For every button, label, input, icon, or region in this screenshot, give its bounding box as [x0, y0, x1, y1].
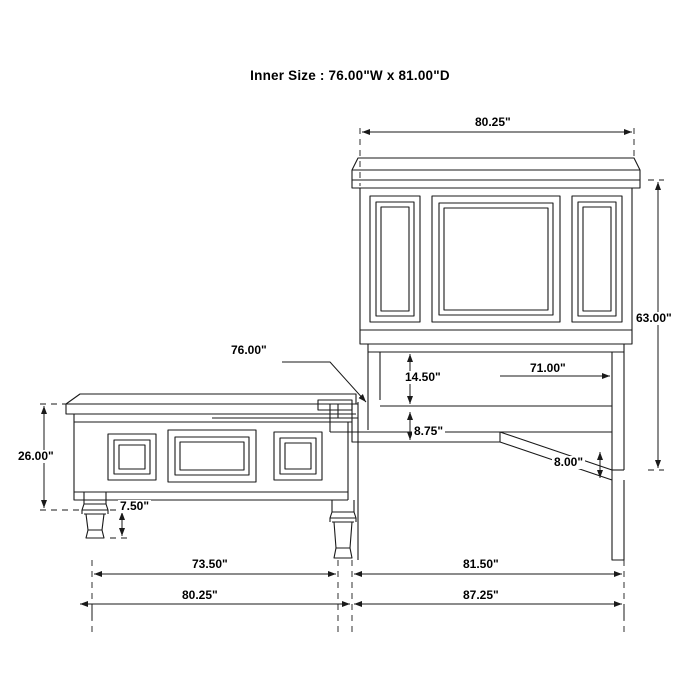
headboard-crown	[352, 158, 640, 188]
headboard-center-panel	[432, 196, 560, 322]
footboard-left-post	[82, 492, 108, 538]
dim-slat-height: 8.75"	[414, 424, 444, 438]
page-title: Inner Size : 76.00"W x 81.00"D	[250, 68, 450, 83]
dimension-lines	[44, 132, 658, 620]
dim-foot-post-height: 7.50"	[120, 499, 150, 513]
headboard-right-panel	[572, 196, 622, 322]
headboard-left-panel	[370, 196, 420, 322]
dim-rail-to-floor: 14.50"	[405, 370, 441, 384]
dim-headboard-height: 63.00"	[636, 311, 672, 325]
dim-interior-width: 76.00"	[231, 343, 267, 357]
dim-headboard-inner-width: 71.00"	[530, 361, 566, 375]
extension-lines	[40, 128, 664, 636]
dim-bed-length-lower: 87.25"	[463, 588, 499, 602]
footboard-right-post	[330, 500, 356, 558]
dim-side-rail-height: 8.00"	[554, 455, 584, 469]
dim-headboard-width: 80.25"	[475, 115, 511, 129]
headboard-post-foot	[612, 480, 624, 560]
footboard-left-panel	[108, 434, 156, 480]
footboard-center-panel	[168, 430, 256, 482]
dim-bed-length-upper: 81.50"	[463, 557, 499, 571]
side-rail-left	[212, 400, 358, 418]
headboard-body	[360, 188, 632, 352]
dim-footboard-width: 73.50"	[192, 557, 228, 571]
side-rail-right	[358, 402, 612, 434]
footboard-right-panel	[274, 432, 322, 480]
dim-footboard-height: 26.00"	[18, 449, 54, 463]
dim-footboard-outer-width: 80.25"	[182, 588, 218, 602]
